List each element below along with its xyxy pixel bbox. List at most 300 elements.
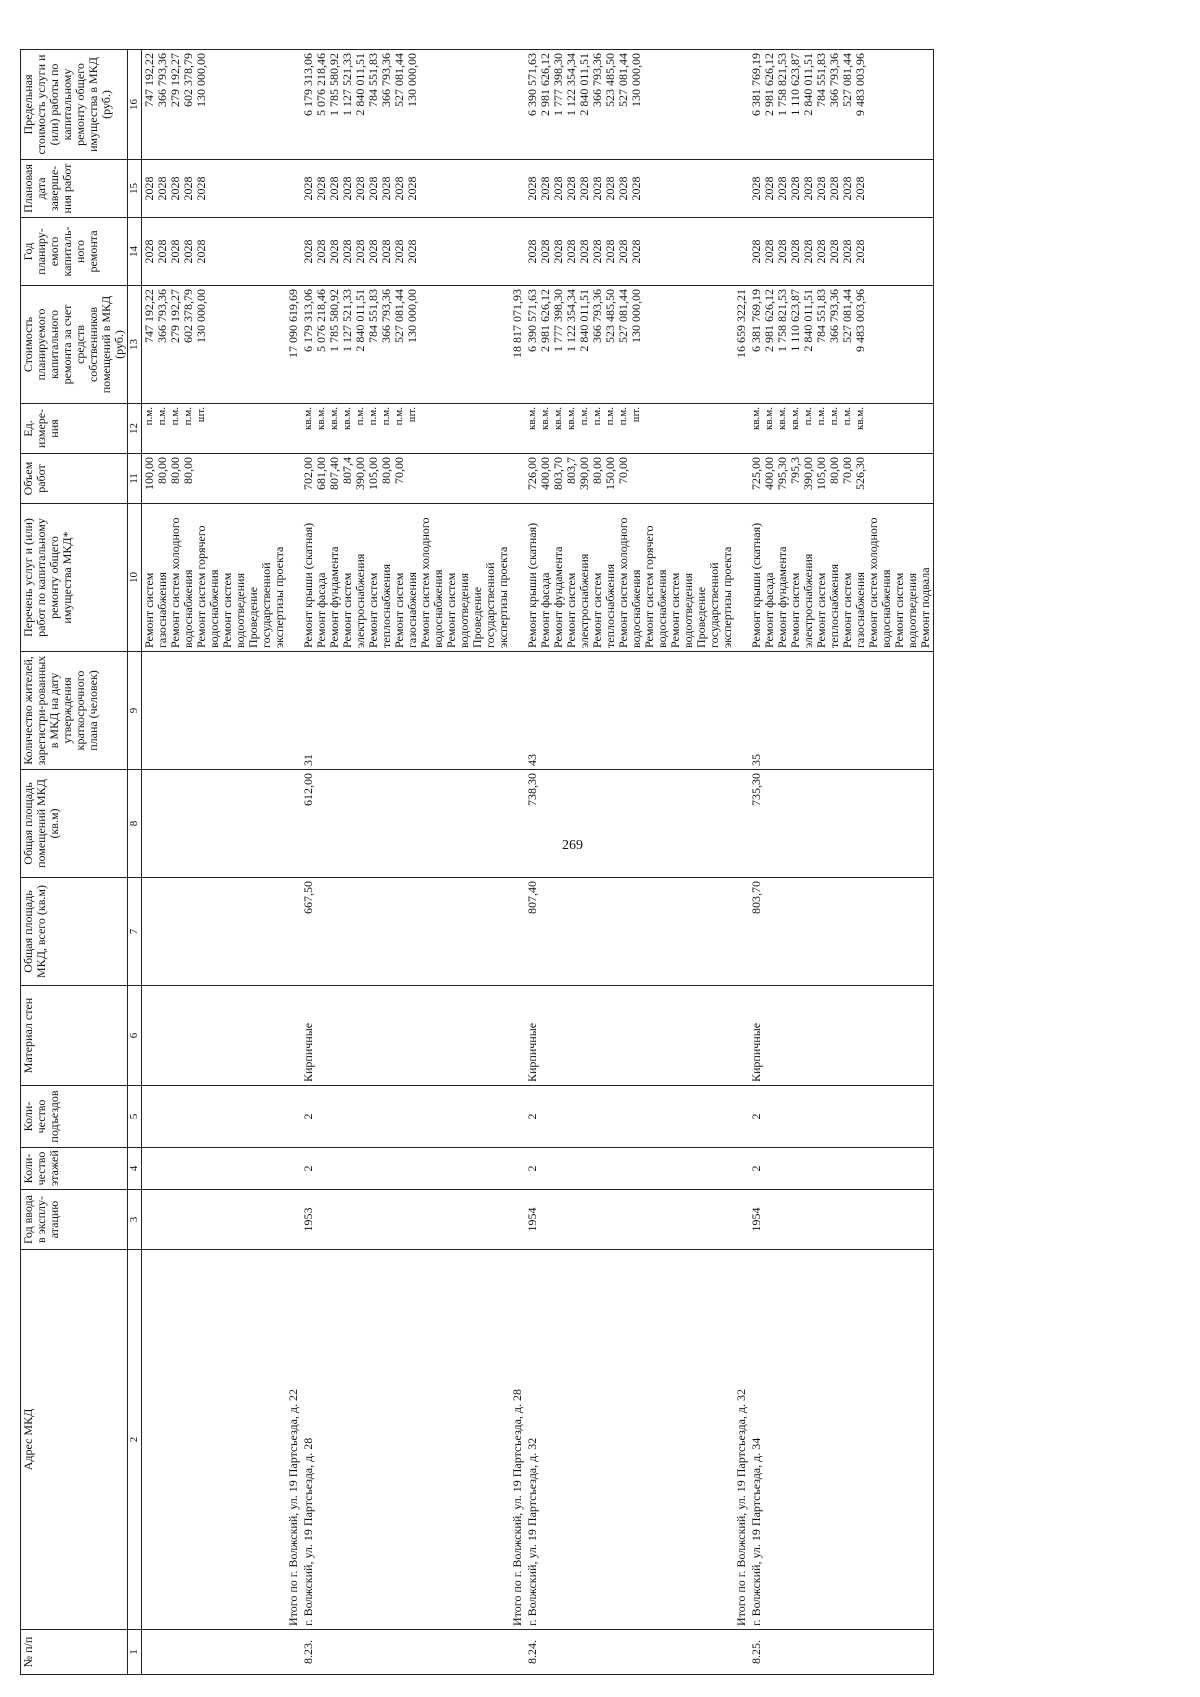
limit-list-cell (525, 50, 735, 160)
unit-item: кв.м. (776, 407, 788, 430)
empty-cell (511, 986, 525, 1086)
column-number: 15 (128, 160, 142, 218)
work-item: Ремонт систем горячего водоснабжения (194, 525, 221, 648)
year-item: 2028 (168, 239, 182, 264)
year-item: 2028 (801, 239, 815, 264)
unit-item: кв.м. (328, 407, 340, 430)
completion-item: 2028 (379, 176, 393, 201)
column-number: 2 (128, 1250, 142, 1630)
empty-cell (287, 1148, 301, 1190)
total-label: Итого по г. Волжский, ул. 19 Партсъезда, д. 32 (735, 1250, 749, 1630)
empty-cell (511, 770, 525, 878)
unit-item: п.м. (354, 407, 366, 426)
empty-cell (142, 1086, 288, 1148)
cost-item: 366 793,36 (379, 289, 393, 343)
year-item: 2028 (327, 239, 341, 264)
volume-list-cell (301, 454, 511, 504)
limit-item: 5 076 218,46 (314, 53, 328, 116)
building-row (525, 50, 735, 1675)
cost-item: 279 192,27 (168, 289, 182, 343)
work-item: Ремонт подвала (918, 567, 932, 648)
cost-list-cell (142, 286, 288, 404)
entrances-count: 2 (749, 1086, 934, 1148)
work-item: Ремонт систем водоотведения (444, 572, 471, 648)
column-number: 9 (128, 652, 142, 770)
cost-item: 130 000,00 (405, 289, 419, 343)
unit-item: кв.м. (341, 407, 353, 430)
year-list-cell (142, 218, 288, 286)
year-item: 2028 (590, 239, 604, 264)
completion-item: 2028 (142, 176, 156, 201)
cost-item: 9 483 003,96 (853, 289, 867, 352)
completion-item: 2028 (340, 176, 354, 201)
column-number: 13 (128, 286, 142, 404)
year-item: 2028 (629, 239, 643, 264)
limit-item: 6 390 571,63 (525, 53, 539, 116)
completion-item: 2028 (603, 176, 617, 201)
limit-item: 784 551,83 (814, 53, 828, 107)
limit-item: 366 793,36 (155, 53, 169, 107)
volume-item (630, 457, 643, 500)
cost-item: 1 127 521,33 (340, 289, 354, 352)
column-number: 14 (128, 218, 142, 286)
cost-item: 1 122 354,34 (564, 289, 578, 352)
empty-cell (735, 454, 749, 504)
limit-item: 1 127 521,33 (340, 53, 354, 116)
column-number: 3 (128, 1190, 142, 1250)
area-premises: 735,30 (749, 770, 934, 878)
cost-item: 1 110 623,87 (788, 289, 802, 352)
header-cell: № п/п (21, 1630, 128, 1675)
entrances-count: 2 (525, 1086, 735, 1148)
work-list-cell (142, 504, 288, 652)
year-list-cell (301, 218, 511, 286)
year-item: 2028 (827, 239, 841, 264)
building-row (749, 50, 934, 1675)
cost-list-cell (301, 286, 511, 404)
work-item: Ремонт систем холодного водоснабжения (168, 517, 195, 648)
cost-item: 1 785 580,92 (327, 289, 341, 352)
year-item: 2028 (301, 239, 315, 264)
empty-cell (735, 160, 749, 218)
work-list-cell (301, 504, 511, 652)
volume-item: 803,7 (564, 457, 578, 484)
empty-cell (511, 218, 525, 286)
volume-item: 390,00 (577, 457, 591, 490)
work-item: Ремонт систем электроснабжения (564, 553, 591, 648)
year-item: 2028 (749, 239, 763, 264)
work-item: Ремонт крыши (скатная) (301, 522, 315, 648)
empty-cell (511, 50, 525, 160)
unit-item: п.м. (143, 407, 155, 426)
unit-item: п.м. (802, 407, 814, 426)
volume-item: 803,70 (551, 457, 565, 490)
empty-cell (511, 160, 525, 218)
empty-cell (735, 1148, 749, 1190)
unit-item: кв.м. (854, 407, 866, 430)
header-cell: Предельная стоимость услуги и (или) работы по капитальному ремонту общего имущества в МКД (руб.) (21, 50, 128, 160)
cost-item: 2 981 626,12 (762, 289, 776, 352)
volume-item: 795,3 (788, 457, 802, 484)
year-item: 2028 (538, 239, 552, 264)
empty-cell (287, 878, 301, 986)
wall-material: Кирпичные (301, 986, 511, 1086)
limit-item: 366 793,36 (827, 53, 841, 107)
column-number: 7 (128, 878, 142, 986)
total-row (287, 50, 301, 1675)
unit-item: п.м. (815, 407, 827, 426)
limit-item: 6 179 313,06 (301, 53, 315, 116)
year-built: 1954 (525, 1190, 735, 1250)
unit-item: п.м. (617, 407, 629, 426)
volume-item: 80,00 (379, 457, 393, 484)
work-item: Ремонт систем горячего водоснабжения (642, 525, 669, 648)
year-item: 2028 (788, 239, 802, 264)
column-number: 1 (128, 1630, 142, 1675)
completion-item: 2028 (827, 176, 841, 201)
cost-item: 1 758 821,53 (775, 289, 789, 352)
empty-cell (142, 1190, 288, 1250)
cost-item: 602 378,79 (181, 289, 195, 343)
volume-item: 105,00 (366, 457, 380, 490)
empty-cell (142, 1250, 288, 1630)
column-number: 6 (128, 986, 142, 1086)
limit-item: 1 110 623,87 (788, 53, 802, 116)
cost-item: 6 390 571,63 (525, 289, 539, 352)
column-number: 5 (128, 1086, 142, 1148)
volume-item: 725,00 (749, 457, 763, 490)
work-item: Проведение государственной экспертизы проекта (694, 546, 734, 648)
limit-item: 2 840 011,51 (577, 53, 591, 116)
empty-cell (735, 652, 749, 770)
cost-item: 366 793,36 (155, 289, 169, 343)
completion-item: 2028 (577, 176, 591, 201)
unit-item: п.м. (156, 407, 168, 426)
completion-item: 2028 (629, 176, 643, 201)
cost-item: 2 840 011,51 (801, 289, 815, 352)
completion-item: 2028 (590, 176, 604, 201)
cost-item: 6 179 313,06 (301, 289, 315, 352)
year-item: 2028 (155, 239, 169, 264)
year-item: 2028 (340, 239, 354, 264)
unit-item: п.м. (604, 407, 616, 426)
header-row (21, 50, 128, 1675)
limit-list-cell (749, 50, 934, 160)
floors-count: 2 (301, 1148, 511, 1190)
volume-item: 390,00 (801, 457, 815, 490)
work-item: Ремонт систем холодного водоснабжения (418, 517, 445, 648)
volume-item: 80,00 (827, 457, 841, 484)
empty-cell (287, 1190, 301, 1250)
cost-item: 2 840 011,51 (577, 289, 591, 352)
volume-item: 70,00 (392, 457, 406, 484)
empty-cell (735, 1630, 749, 1675)
volume-item: 80,00 (168, 457, 182, 484)
header-cell: Стоимость планируемого капитального ремонта за счет средств собственников помещений в МКД (руб.) (21, 286, 128, 404)
year-item: 2028 (577, 239, 591, 264)
completion-item: 2028 (155, 176, 169, 201)
building-address: г. Волжский, ул. 19 Партсъезда, д. 32 (525, 1250, 735, 1630)
unit-item: п.м. (169, 407, 181, 426)
area-total: 803,70 (749, 878, 934, 986)
year-item: 2028 (142, 239, 156, 264)
completion-item: 2028 (775, 176, 789, 201)
year-item: 2028 (616, 239, 630, 264)
cost-list-cell (525, 286, 735, 404)
volume-item: 390,00 (353, 457, 367, 490)
empty-cell (735, 878, 749, 986)
header-cell: Материал стен (21, 986, 128, 1086)
work-list-cell (525, 504, 735, 652)
empty-cell (142, 770, 288, 878)
header-cell: Количество жителей, зарегистри-рованных в МКД на дату утверждения краткосрочного плана (человек) (21, 652, 128, 770)
year-item: 2028 (353, 239, 367, 264)
work-item: Ремонт фундамента (327, 546, 341, 648)
year-item: 2028 (775, 239, 789, 264)
column-number-row (128, 50, 142, 1675)
completion-item: 2028 (616, 176, 630, 201)
limit-item: 2 840 011,51 (353, 53, 367, 116)
year-list-cell (525, 218, 735, 286)
empty-cell (287, 160, 301, 218)
volume-list-cell (142, 454, 288, 504)
empty-cell (735, 770, 749, 878)
work-item: Ремонт систем водоотведения (668, 572, 695, 648)
entrances-count: 2 (301, 1086, 511, 1148)
cost-item: 366 793,36 (590, 289, 604, 343)
building-address: г. Волжский, ул. 19 Партсъезда, д. 34 (749, 1250, 934, 1630)
empty-cell (287, 50, 301, 160)
cost-item: 366 793,36 (827, 289, 841, 343)
work-item: Ремонт систем теплоснабжения (366, 564, 393, 648)
year-built: 1953 (301, 1190, 511, 1250)
completion-item: 2028 (353, 176, 367, 201)
header-cell: Адрес МКД (21, 1250, 128, 1630)
limit-item: 2 840 011,51 (801, 53, 815, 116)
year-item: 2028 (762, 239, 776, 264)
work-item: Ремонт систем теплоснабжения (814, 564, 841, 648)
header-cell: Год ввода в эксплу-атацию (21, 1190, 128, 1250)
rotated-page (20, 20, 1180, 1680)
completion-item: 2028 (525, 176, 539, 201)
empty-cell (511, 1148, 525, 1190)
limit-item: 130 000,00 (629, 53, 643, 107)
cost-item: 784 551,83 (814, 289, 828, 343)
total-cost: 16 659 322,21 (735, 286, 749, 404)
work-item: Ремонт систем газоснабжения (142, 572, 169, 648)
empty-cell (287, 454, 301, 504)
unit-item: шт. (406, 407, 418, 423)
row-number: 8.25. (749, 1630, 934, 1675)
header-cell: Коли-чество подъездов (21, 1086, 128, 1148)
unit-list-cell (301, 404, 511, 454)
page-number: 269 (562, 838, 583, 853)
total-label: Итого по г. Волжский, ул. 19 Партсъезда, д. 28 (511, 1250, 525, 1630)
completion-item: 2028 (762, 176, 776, 201)
volume-item: 80,00 (590, 457, 604, 484)
column-number: 10 (128, 504, 142, 652)
unit-item: кв.м. (552, 407, 564, 430)
work-item: Проведение государственной экспертизы проекта (246, 546, 286, 648)
limit-list-cell (142, 50, 288, 160)
completion-item: 2028 (538, 176, 552, 201)
empty-cell (511, 1086, 525, 1148)
column-number: 4 (128, 1148, 142, 1190)
completion-list-cell (749, 160, 934, 218)
completion-item: 2028 (551, 176, 565, 201)
completion-list-cell (525, 160, 735, 218)
residents-count: 43 (525, 652, 735, 770)
work-list-cell (749, 504, 934, 652)
limit-item: 279 192,27 (168, 53, 182, 107)
floors-count: 2 (525, 1148, 735, 1190)
volume-list-cell (749, 454, 934, 504)
unit-item: кв.м. (750, 407, 762, 430)
empty-cell (142, 986, 288, 1086)
completion-item: 2028 (168, 176, 182, 201)
unit-item: п.м. (841, 407, 853, 426)
unit-item: кв.м. (763, 407, 775, 430)
limit-item: 9 483 003,96 (853, 53, 867, 116)
empty-cell (142, 1630, 288, 1675)
building-row (301, 50, 511, 1675)
year-item: 2028 (814, 239, 828, 264)
unit-list-cell (749, 404, 934, 454)
completion-item: 2028 (314, 176, 328, 201)
cost-item: 784 551,83 (366, 289, 380, 343)
unit-item: п.м. (578, 407, 590, 426)
unit-item: п.м. (393, 407, 405, 426)
completion-item: 2028 (853, 176, 867, 201)
year-item: 2028 (525, 239, 539, 264)
total-row (511, 50, 525, 1675)
unit-item: шт. (195, 407, 207, 423)
cost-item: 527 081,44 (840, 289, 854, 343)
volume-item: 150,00 (603, 457, 617, 490)
year-built: 1954 (749, 1190, 934, 1250)
completion-list-cell (301, 160, 511, 218)
completion-list-cell (142, 160, 288, 218)
volume-item: 100,00 (142, 457, 156, 490)
empty-cell (287, 1630, 301, 1675)
work-item: Ремонт систем холодного водоснабжения (616, 517, 643, 648)
table-body (142, 50, 934, 1675)
empty-cell (511, 404, 525, 454)
volume-item: 807,40 (327, 457, 341, 490)
header-cell: Общая площадь МКД, всего (кв.м) (21, 878, 128, 986)
year-item: 2028 (551, 239, 565, 264)
work-item: Ремонт фасада (314, 572, 328, 648)
column-number: 12 (128, 404, 142, 454)
limit-item: 602 378,79 (181, 53, 195, 107)
limit-item: 2 981 626,12 (538, 53, 552, 116)
residents-count: 31 (301, 652, 511, 770)
area-total: 667,50 (301, 878, 511, 986)
empty-cell (735, 1190, 749, 1250)
limit-item: 1 777 398,30 (551, 53, 565, 116)
header-cell: Ед. измере-ния (21, 404, 128, 454)
work-item: Ремонт систем холодного водоснабжения (866, 517, 893, 648)
work-item: Ремонт систем водоотведения (892, 572, 919, 648)
completion-item: 2028 (181, 176, 195, 201)
building-address: г. Волжский, ул. 19 Партсъезда, д. 28 (301, 1250, 511, 1630)
volume-item: 726,00 (525, 457, 539, 490)
unit-item: кв.м. (565, 407, 577, 430)
work-item: Ремонт фасада (538, 572, 552, 648)
volume-item: 681,00 (314, 457, 328, 490)
unit-item: кв.м. (302, 407, 314, 430)
cost-item: 523 485,50 (603, 289, 617, 343)
empty-cell (735, 1086, 749, 1148)
unit-item: кв.м. (789, 407, 801, 430)
empty-cell (511, 1630, 525, 1675)
year-item: 2028 (314, 239, 328, 264)
limit-item: 784 551,83 (366, 53, 380, 107)
completion-item: 2028 (194, 176, 208, 201)
work-item: Проведение государственной экспертизы проекта (470, 546, 510, 648)
limit-item: 130 000,00 (405, 53, 419, 107)
cost-item: 130 000,00 (629, 289, 643, 343)
unit-item: п.м. (591, 407, 603, 426)
cost-item: 747 192,22 (142, 289, 156, 343)
volume-item: 526,30 (853, 457, 867, 490)
cost-item: 527 081,44 (392, 289, 406, 343)
header-cell: Объем работ (21, 454, 128, 504)
empty-cell (511, 504, 525, 652)
work-item: Ремонт крыши (скатная) (749, 522, 763, 648)
wall-material: Кирпичные (749, 986, 934, 1086)
repair-plan-table (20, 49, 934, 1675)
limit-item: 747 192,22 (142, 53, 156, 107)
empty-cell (287, 504, 301, 652)
volume-item: 400,00 (538, 457, 552, 490)
cost-item: 5 076 218,46 (314, 289, 328, 352)
total-row (735, 50, 749, 1675)
column-number: 11 (128, 454, 142, 504)
empty-cell (287, 218, 301, 286)
row-number: 8.23. (301, 1630, 511, 1675)
work-item: Ремонт фундамента (775, 546, 789, 648)
unit-item: шт. (630, 407, 642, 423)
limit-list-cell (301, 50, 511, 160)
empty-cell (287, 770, 301, 878)
cost-item: 527 081,44 (616, 289, 630, 343)
empty-cell (735, 404, 749, 454)
empty-cell (511, 652, 525, 770)
limit-item: 6 381 769,19 (749, 53, 763, 116)
column-number: 8 (128, 770, 142, 878)
empty-cell (142, 652, 288, 770)
volume-item (195, 457, 208, 500)
completion-item: 2028 (749, 176, 763, 201)
volume-item: 80,00 (181, 457, 195, 484)
cost-item: 130 000,00 (194, 289, 208, 343)
completion-item: 2028 (788, 176, 802, 201)
work-item: Ремонт систем газоснабжения (840, 572, 867, 648)
limit-item: 2 981 626,12 (762, 53, 776, 116)
unit-item: кв.м. (526, 407, 538, 430)
completion-item: 2028 (366, 176, 380, 201)
header-cell: Перечень услуг и (или) работ по капитальному ремонту общего имущества МКД* (21, 504, 128, 652)
empty-cell (511, 878, 525, 986)
empty-cell (142, 1148, 288, 1190)
limit-item: 527 081,44 (616, 53, 630, 107)
unit-item: п.м. (182, 407, 194, 426)
limit-item: 130 000,00 (194, 53, 208, 107)
unit-item: кв.м. (539, 407, 551, 430)
year-item: 2028 (853, 239, 867, 264)
unit-item: п.м. (380, 407, 392, 426)
